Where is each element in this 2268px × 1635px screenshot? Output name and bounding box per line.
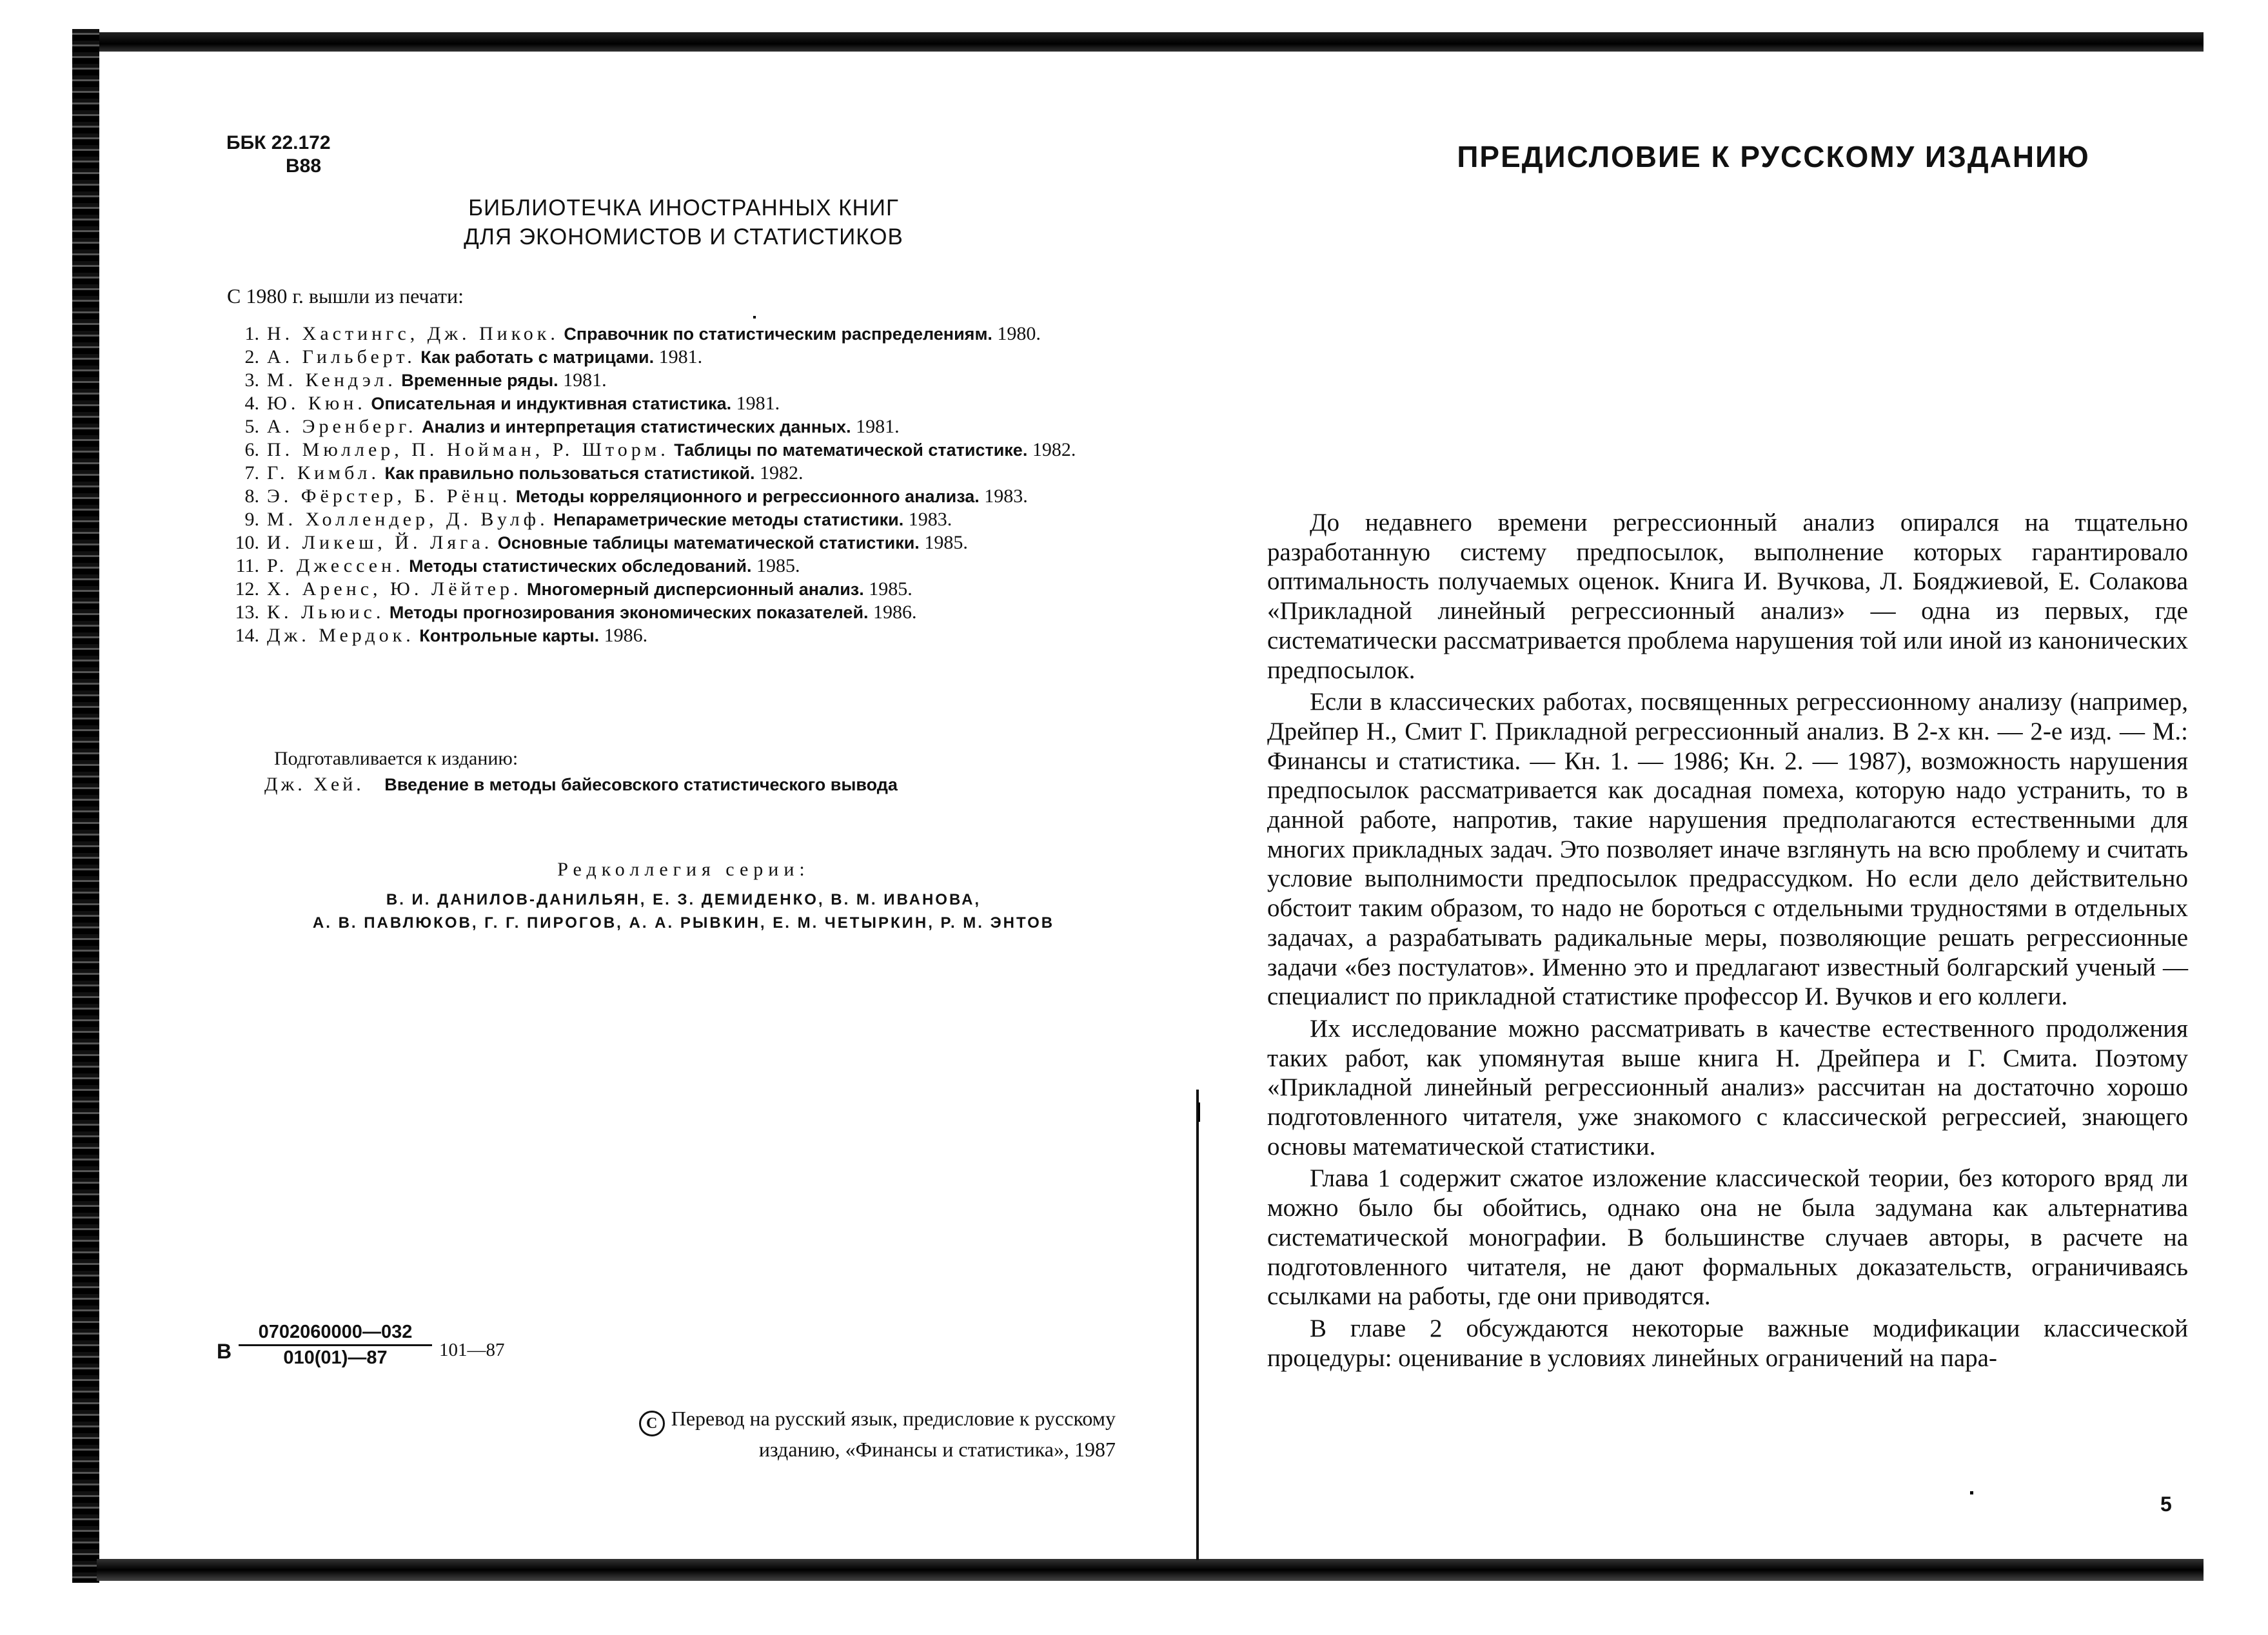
book-list-item [227, 602, 1136, 623]
book-author: Дж. Мердок. [267, 625, 415, 646]
preparing-book-title: Введение в методы байесовского статистического вывода [384, 775, 898, 794]
book-author: Э. Фёрстер, Б. Рёнц. [267, 485, 511, 507]
editorial-board-line: А. В. ПАВЛЮКОВ, Г. Г. ПИРОГОВ, А. А. РЫВКИН, Е. М. ЧЕТЫРКИН, Р. М. ЭНТОВ [312, 914, 1055, 932]
scan-mark [1198, 1102, 1200, 1122]
book-number: 1. [244, 323, 259, 344]
book-number: 6. [244, 439, 259, 460]
index-numerator: 0702060000—032 [239, 1322, 432, 1346]
book-title: Описательная и индуктивная статистика. [371, 394, 732, 413]
book-title: Анализ и интерпретация статистических данных. [421, 417, 851, 436]
book-list-item [227, 416, 1136, 438]
copyright-notice [490, 1405, 1116, 1462]
book-author: Г. Кимбл. [267, 462, 380, 484]
preparing-book-author: Дж. Хей. [264, 774, 364, 795]
book-list-item [227, 532, 1136, 554]
book-number: 3. [244, 369, 259, 391]
book-title: Основные таблицы математической статистики. [497, 533, 920, 553]
book-title: Как правильно пользоваться статистикой. [384, 464, 755, 483]
book-year: 1981. [563, 369, 607, 391]
series-title-line: БИБЛИОТЕЧКА ИНОСТРАННЫХ КНИГ [468, 195, 899, 220]
book-title: Многомерный дисперсионный анализ. [527, 580, 864, 599]
book-title: Таблицы по математической статистике. [674, 440, 1028, 460]
copyright-line: Перевод на русский язык, предисловие к русскому [671, 1407, 1116, 1430]
book-author: К. Льюис. [267, 602, 385, 623]
book-author: Р. Джессен. [267, 555, 404, 576]
book-author: Н. Хастингс, Дж. Пикок. [267, 323, 559, 344]
book-title: Методы корреляционного и регрессионного анализа. [515, 487, 980, 506]
bbk-number: ББК 22.172 [226, 132, 331, 153]
published-heading: С 1980 г. вышли из печати: [227, 284, 464, 308]
editorial-board-heading: Редколлегия серии: [557, 859, 810, 880]
copyright-icon: C [639, 1411, 665, 1436]
book-year: 1985. [869, 578, 912, 600]
preparing-label: Подготавливается к изданию: [274, 748, 518, 769]
book-number: 8. [244, 485, 259, 507]
book-year: 1982. [760, 462, 804, 484]
page-number: 5 [2160, 1493, 2172, 1516]
scan-border-bottom [97, 1559, 2204, 1581]
preparing-book [264, 774, 898, 796]
preface-paragraph: Если в классических работах, посвященных регрессионному анализу (например, Дрейпер Н., Смит Г. Прикладной регрессионный анализ. В 2-х кн. — 2-е изд. — М.: Финансы и статистика. — Кн. 1. — 1986; Кн. 2. — 1987), возможность нарушения предпосылок рассматривается как досадная помеха, которую надо устранить, то в данной работе, напротив, такие нарушения предполагаются естественными для многих прикладных задач. Это позволяет иначе взглянуть на всю проблему и считать условие выполнимости предпосылок предрассудком. Но если дело действительно обстоит таким образом, то надо не бороться с отдельными трудностями в отдельных задачах, а разрабатывать радикальные меры, позволяющие решать регрессионные задачи «без постулатов». Именно это и предлагают известный болгарский ученый — специалист по прикладной статистике профессор И. Вучков и его коллеги. [1267, 688, 2188, 1011]
book-list-item [227, 462, 1136, 484]
book-number: 10. [235, 532, 259, 553]
book-list-item [227, 485, 1136, 507]
scan-border-top [97, 32, 2204, 52]
preface-paragraph: В главе 2 обсуждаются некоторые важные модификации классической процедуры: оценивание в условиях линейных ограничений на пара- [1267, 1314, 2188, 1372]
index-tail: 101—87 [439, 1340, 505, 1360]
book-number: 2. [244, 346, 259, 367]
book-year: 1980. [997, 323, 1041, 344]
book-list-item [227, 555, 1136, 577]
book-list-item [227, 393, 1136, 415]
book-list-item [227, 625, 1136, 647]
book-number: 4. [244, 393, 259, 414]
book-author: М. Холлендер, Д. Вулф. [267, 509, 549, 530]
scan-border-left [72, 29, 99, 1583]
book-author: Х. Аренс, Ю. Лёйтер. [267, 578, 522, 600]
book-year: 1981. [736, 393, 780, 414]
book-list [227, 323, 1136, 648]
book-year: 1982. [1032, 439, 1076, 460]
book-title: Справочник по статистическим распределениям. [564, 324, 992, 344]
series-title-line: ДЛЯ ЭКОНОМИСТОВ И СТАТИСТИКОВ [464, 224, 903, 250]
book-title: Контрольные карты. [419, 626, 600, 645]
book-year: 1983. [908, 509, 952, 530]
index-letter: В [217, 1340, 232, 1363]
preface-paragraph: Глава 1 содержит сжатое изложение классической теории, без которого вряд ли можно было бы обойтись, однако она не была задумана как альтернатива систематической монографии. В большинстве случаев авторы, в расчете на подготовленного читателя, не дают формальных доказательств, ограничиваясь ссылками на работы, где они приводятся. [1267, 1164, 2188, 1311]
scan-mark [753, 316, 756, 318]
book-number: 9. [244, 509, 259, 530]
book-list-item [227, 509, 1136, 531]
bbk-code: В88 [286, 155, 322, 177]
book-title: Как работать с матрицами. [420, 348, 655, 367]
book-author: И. Ликеш, Й. Ляга. [267, 532, 493, 553]
book-number: 5. [244, 416, 259, 437]
book-year: 1981. [658, 346, 703, 367]
scan-mark [1970, 1491, 1973, 1494]
book-author: А. Гильберт. [267, 346, 416, 367]
book-number: 12. [235, 578, 259, 600]
book-year: 1981. [856, 416, 900, 437]
index-denominator: 010(01)—87 [283, 1347, 388, 1368]
book-title: Непараметрические методы статистики. [553, 510, 904, 529]
book-title: Методы прогнозирования экономических показателей. [389, 603, 869, 622]
book-year: 1983. [984, 485, 1028, 507]
book-title: Временные ряды. [401, 371, 558, 390]
book-list-item [227, 346, 1136, 368]
bbk-index [226, 132, 331, 178]
series-title [226, 193, 1141, 251]
book-list-item [227, 578, 1136, 600]
book-list-item [227, 323, 1136, 345]
preface-body [1267, 508, 2188, 1375]
book-author: А. Эренберг. [267, 416, 417, 437]
book-number: 11. [235, 555, 259, 576]
book-author: Ю. Кюн. [267, 393, 366, 414]
book-year: 1985. [756, 555, 800, 576]
book-author: П. Мюллер, П. Нойман, Р. Шторм. [267, 439, 669, 460]
index-fraction [239, 1322, 432, 1369]
page-spine [1196, 1090, 1199, 1560]
editorial-board-line: В. И. ДАНИЛОВ-ДАНИЛЬЯН, Е. З. ДЕМИДЕНКО, В. М. ИВАНОВА, [386, 891, 981, 908]
book-number: 13. [235, 602, 259, 623]
book-number: 7. [244, 462, 259, 484]
book-year: 1986. [604, 625, 648, 646]
preface-paragraph: Их исследование можно рассматривать в качестве естественного продолжения таких работ, как упомянутая выше книга Н. Дрейпера и Г. Смита. Поэтому «Прикладной линейный регрессионный анализ» рассчитан на достаточно хорошо подготовленного читателя, уже знакомого с классической регрессией, знающего основы математической статистики. [1267, 1014, 2188, 1160]
book-title: Методы статистических обследований. [409, 556, 752, 576]
book-list-item [227, 369, 1136, 391]
preface-title: ПРЕДИСЛОВИЕ К РУССКОМУ ИЗДАНИЮ [1457, 140, 2090, 173]
book-year: 1986. [873, 602, 917, 623]
book-number: 14. [235, 625, 259, 646]
book-author: М. Кендэл. [267, 369, 397, 391]
copyright-line: изданию, «Финансы и статистика», 1987 [758, 1438, 1116, 1461]
preface-paragraph: До недавнего времени регрессионный анализ опирался на тщательно разработанную систему предпосылок, выполнение которых гарантировало оптимальность получаемых оценок. Книга И. Вучкова, Л. Бояджиевой, Е. Солакова «Прикладной линейный регрессионный анализ» — одна из первых, где систематически рассматривается проблема нарушения той или иной из канонических предпосылок. [1267, 509, 2188, 684]
book-list-item [227, 439, 1136, 461]
book-year: 1985. [924, 532, 968, 553]
